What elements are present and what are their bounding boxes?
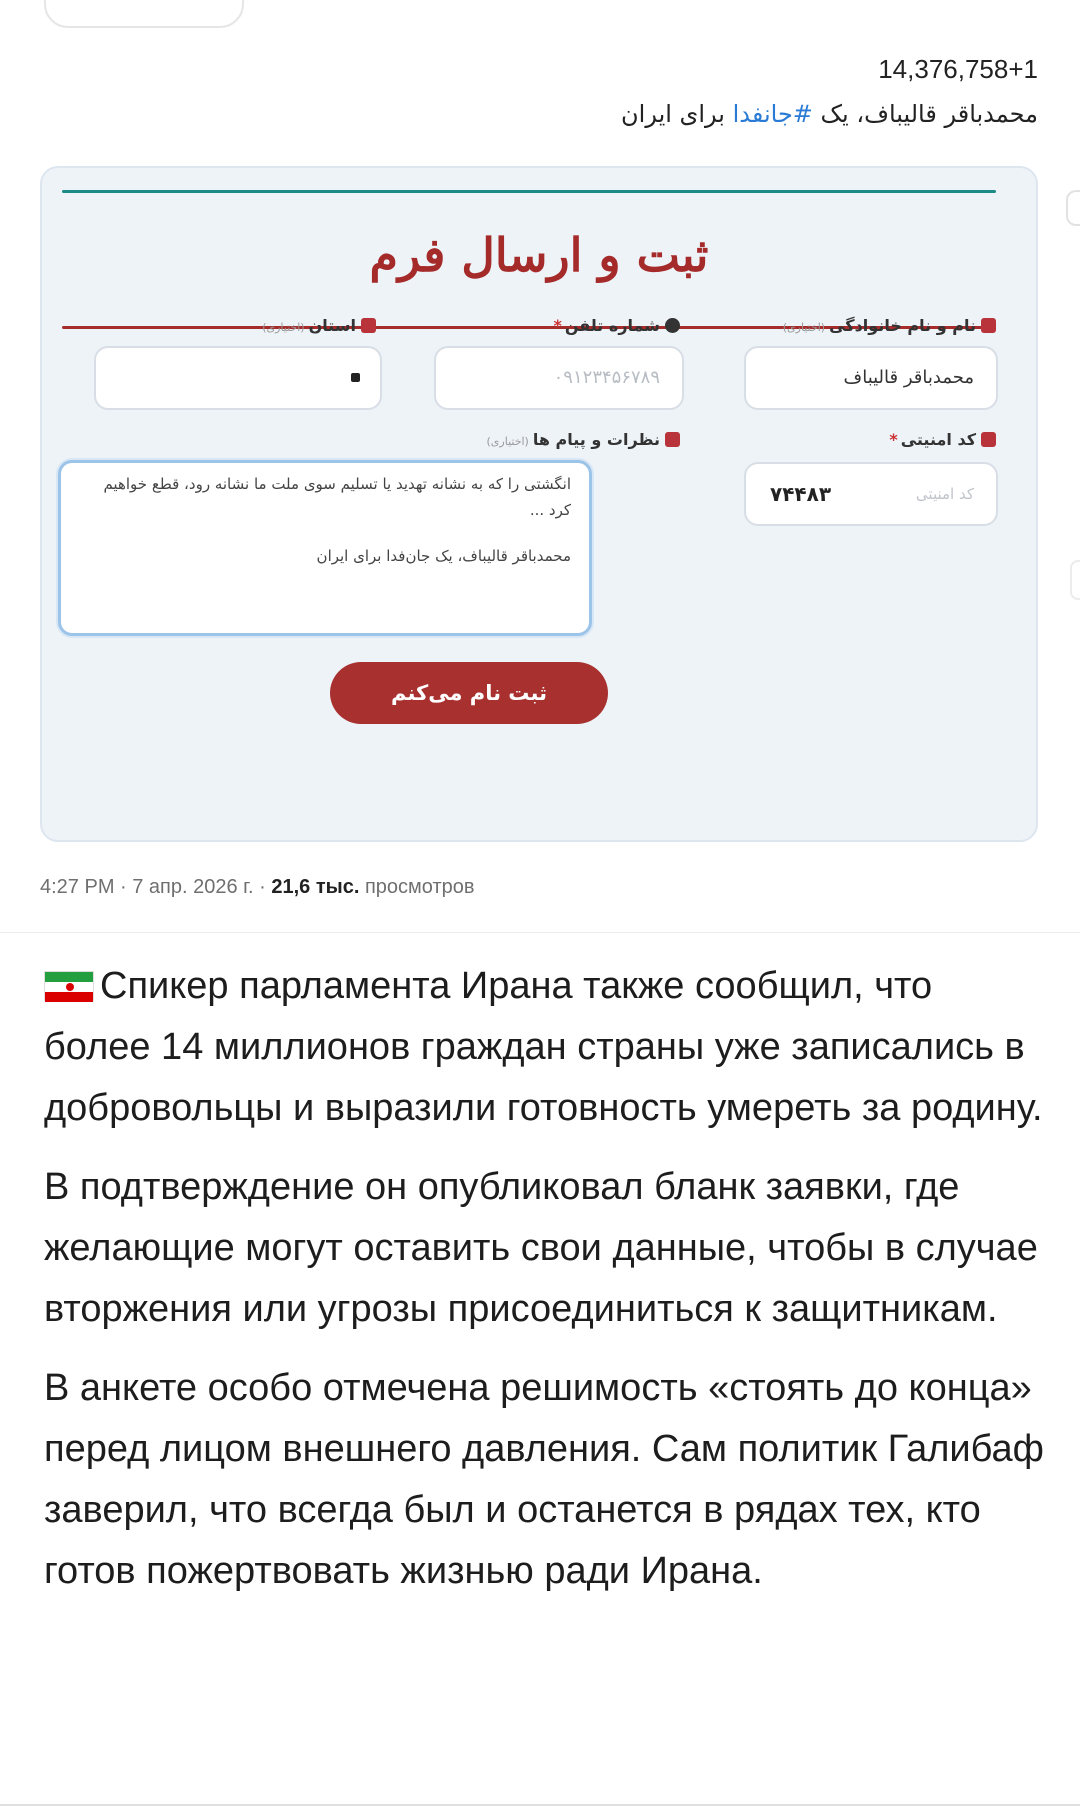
phone-field[interactable]: ۰۹۱۲۳۴۵۶۷۸۹ bbox=[434, 346, 684, 410]
form-title: ثبت و ارسال فرم bbox=[369, 228, 709, 282]
shield-icon bbox=[981, 432, 996, 447]
article-body bbox=[44, 956, 1044, 1620]
comments-text-line-1: انگشتی را که به نشانه تهدید یا تسلیم سوی ملت ما نشانه رود، قطع خواهیم کرد ... bbox=[103, 475, 571, 519]
captcha-code: ۷۴۴۸۳ bbox=[770, 482, 832, 506]
registration-form-card bbox=[40, 166, 1038, 842]
select-handle-icon bbox=[351, 373, 360, 382]
divider bbox=[0, 932, 1080, 933]
iran-flag-icon bbox=[44, 971, 94, 1001]
province-select[interactable] bbox=[94, 346, 382, 410]
views-count: 21,6 тыс. bbox=[271, 876, 360, 898]
submit-button[interactable]: ثبت نام می‌کنم bbox=[330, 662, 608, 724]
views-label: просмотров bbox=[359, 876, 475, 898]
comments-textarea[interactable] bbox=[58, 460, 592, 636]
captcha-placeholder: کد امنیتی bbox=[915, 485, 974, 503]
top-divider bbox=[62, 190, 996, 193]
comments-label: نظرات و پیام ها(اختیاری) bbox=[487, 430, 681, 449]
scroll-handle bbox=[1066, 190, 1080, 226]
phone-icon bbox=[665, 318, 680, 333]
province-label: استان(اختیاری) bbox=[262, 316, 376, 335]
phone-label: شماره تلفن* bbox=[553, 316, 680, 335]
full-name-label: نام و نام خانوادگی(اختیاری) bbox=[783, 316, 996, 335]
hashtag-link[interactable]: #جانفدا bbox=[732, 100, 813, 128]
captcha-field[interactable] bbox=[744, 462, 998, 526]
paragraph-1-text: Спикер парламента Ирана также сообщил, что более 14 миллионов граждан страны уже записались в добровольцы и выразили готовность умереть за родину. bbox=[44, 965, 1043, 1129]
full-name-field[interactable]: محمدباقر قالیباف bbox=[744, 346, 998, 410]
tweet-caption bbox=[621, 100, 1038, 128]
caption-text-post: برای ایران bbox=[621, 100, 733, 128]
user-card-icon bbox=[981, 318, 996, 333]
article-paragraph-2: В подтверждение он опубликовал бланк заявки, где желающие могут оставить свои данные, чтобы в случае вторжения или угрозы присоединиться к защитникам. bbox=[44, 1166, 1038, 1330]
article-paragraph-1 bbox=[44, 956, 1044, 1139]
bottom-divider bbox=[0, 1804, 1080, 1806]
scroll-handle-secondary bbox=[1070, 560, 1080, 600]
tweet-meta bbox=[40, 876, 475, 899]
tweet-count-line: 14,376,758+1 bbox=[878, 54, 1038, 84]
article-paragraph-3: В анкете особо отмечена решимость «стоять до конца» перед лицом внешнего давления. Сам политик Галибаф заверил, что всегда был и останется в рядах тех, кто готов пожертвовать жизнью ради Ирана. bbox=[44, 1367, 1044, 1592]
tweet-timestamp: 4:27 PM · 7 апр. 2026 г. · bbox=[40, 876, 272, 898]
comments-text-line-2: محمدباقر قالیباف، یک جان‌فدا برای ایران bbox=[316, 547, 571, 565]
top-pill-button[interactable] bbox=[44, 0, 244, 28]
caption-text-pre: محمدباقر قالیباف، یک bbox=[812, 100, 1038, 128]
building-icon bbox=[361, 318, 376, 333]
captcha-label: کد امنیتی* bbox=[889, 430, 996, 449]
message-icon bbox=[665, 432, 680, 447]
